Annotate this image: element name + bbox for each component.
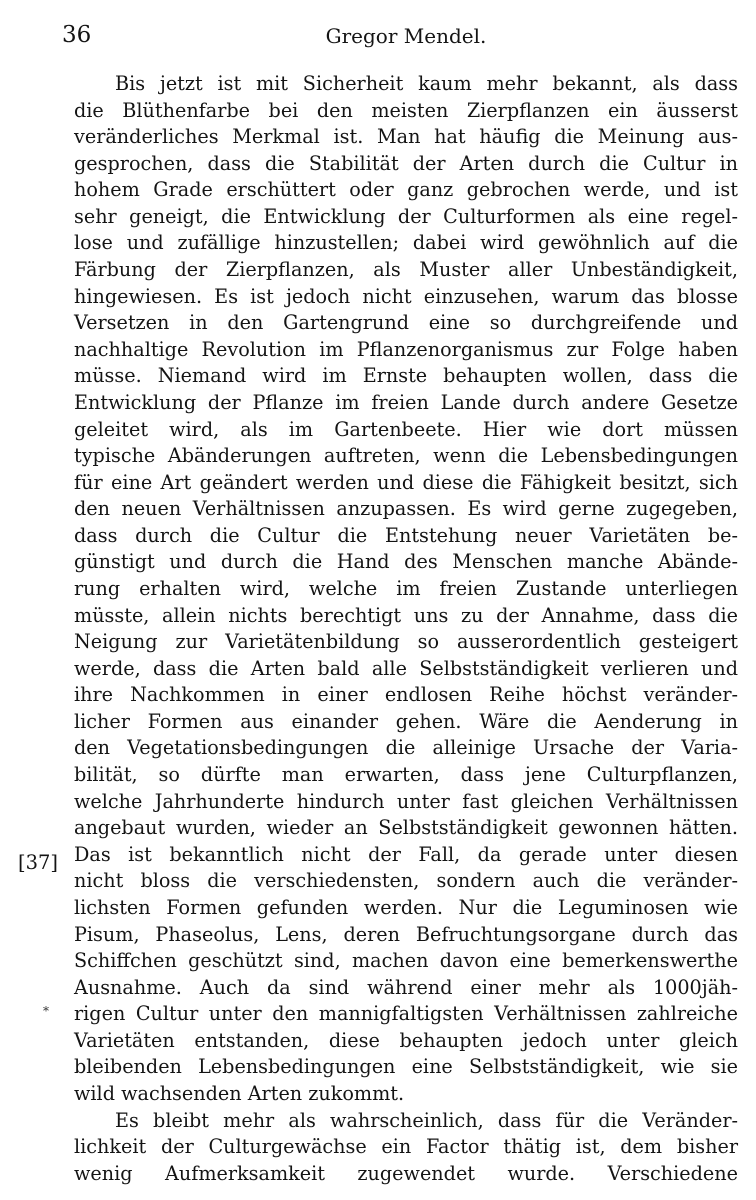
body-line: nicht bloss die verschiedensten, sondern auch die veränder- xyxy=(74,869,738,893)
body-line: Es bleibt mehr als wahrscheinlich, dass für die Veränder- xyxy=(115,1108,738,1132)
body-line: rigen Cultur unter den mannigfaltigsten Verhältnissen zahlreiche xyxy=(74,1002,738,1026)
body-line: dass durch die Cultur die Entstehung neuer Varietäten be- xyxy=(74,523,738,547)
body-line: wenig Aufmerksamkeit zugewendet wurde. Verschiedene xyxy=(74,1161,738,1185)
body-text xyxy=(74,71,738,1187)
body-line: Schiffchen geschützt sind, machen davon eine bemerkenswerthe xyxy=(74,949,738,973)
body-line: günstigt und durch die Hand des Menschen manche Abände- xyxy=(74,550,738,574)
body-line: hingewiesen. Es ist jedoch nicht einzusehen, warum das blosse xyxy=(74,284,738,308)
body-line: nachhaltige Revolution im Pflanzenorganismus zur Folge haben xyxy=(74,337,738,361)
body-line: welche Jahrhunderte hindurch unter fast gleichen Verhältnissen xyxy=(74,789,738,813)
body-line: Das ist bekanntlich nicht der Fall, da gerade unter diesen xyxy=(74,842,738,866)
body-line: sehr geneigt, die Entwicklung der Culturformen als eine regel- xyxy=(74,204,738,228)
body-line: Pisum, Phaseolus, Lens, deren Befruchtungsorgane durch das xyxy=(74,922,738,946)
body-line: bleibenden Lebensbedingungen eine Selbstständigkeit, wie sie xyxy=(74,1055,738,1079)
body-line: Neigung zur Varietätenbildung so ausserordentlich gesteigert xyxy=(74,630,738,654)
body-line: hohem Grade erschüttert oder ganz gebrochen werde, und ist xyxy=(74,178,738,202)
body-line: lichsten Formen gefunden werden. Nur die Leguminosen wie xyxy=(74,895,738,919)
body-line: wild wachsenden Arten zukommt. xyxy=(74,1081,405,1105)
body-line: müsse. Niemand wird im Ernste behaupten wollen, dass die xyxy=(74,364,738,388)
running-head: Gregor Mendel. xyxy=(325,24,487,48)
body-line: müsste, allein nichts berechtigt uns zu der Annahme, dass die xyxy=(74,603,738,627)
original-page-marker: [37] xyxy=(18,851,59,874)
body-line: geleitet wird, als im Gartenbeete. Hier wie dort müssen xyxy=(74,417,738,441)
body-line: rung erhalten wird, welche im freien Zustande unterliegen xyxy=(74,576,738,600)
body-line: die Blüthenfarbe bei den meisten Zierpflanzen ein äusserst xyxy=(74,98,738,122)
body-line: lose und zufällige hinzustellen; dabei wird gewöhnlich auf die xyxy=(74,231,738,255)
body-line: den neuen Verhältnissen anzupassen. Es wird gerne zugegeben, xyxy=(74,497,738,521)
body-line: Entwicklung der Pflanze im freien Lande durch andere Gesetze xyxy=(74,390,738,414)
page-number: 36 xyxy=(62,22,92,48)
body-line: Varietäten entstanden, diese behaupten jedoch unter gleich xyxy=(74,1028,738,1052)
margin-dot: * xyxy=(43,1004,49,1018)
body-line: gesprochen, dass die Stabilität der Arten durch die Cultur in xyxy=(74,151,738,175)
body-line: werde, dass die Arten bald alle Selbstständigkeit verlieren und xyxy=(74,656,738,680)
body-line: Ausnahme. Auch da sind während einer mehr als 1000jäh- xyxy=(74,975,738,999)
body-line: bilität, so dürfte man erwarten, dass jene Culturpflanzen, xyxy=(74,763,738,787)
body-line: Versetzen in den Gartengrund eine so durchgreifende und xyxy=(74,311,738,335)
body-line: ihre Nachkommen in einer endlosen Reihe höchst veränder- xyxy=(74,683,738,707)
body-line: veränderliches Merkmal ist. Man hat häufig die Meinung aus- xyxy=(74,125,738,149)
body-line: für eine Art geändert werden und diese die Fähigkeit besitzt, sich xyxy=(74,470,738,494)
body-line: angebaut wurden, wieder an Selbstständigkeit gewonnen hätten. xyxy=(74,816,738,840)
body-line: Färbung der Zierpflanzen, als Muster aller Unbeständigkeit, xyxy=(74,258,738,282)
body-line: den Vegetationsbedingungen die alleinige Ursache der Varia- xyxy=(74,736,738,760)
body-line: licher Formen aus einander gehen. Wäre die Aenderung in xyxy=(74,709,738,733)
body-line: typische Abänderungen auftreten, wenn die Lebensbedingungen xyxy=(74,444,738,468)
body-line: lichkeit der Culturgewächse ein Factor thätig ist, dem bisher xyxy=(74,1135,738,1159)
body-line: Bis jetzt ist mit Sicherheit kaum mehr bekannt, als dass xyxy=(115,72,738,95)
